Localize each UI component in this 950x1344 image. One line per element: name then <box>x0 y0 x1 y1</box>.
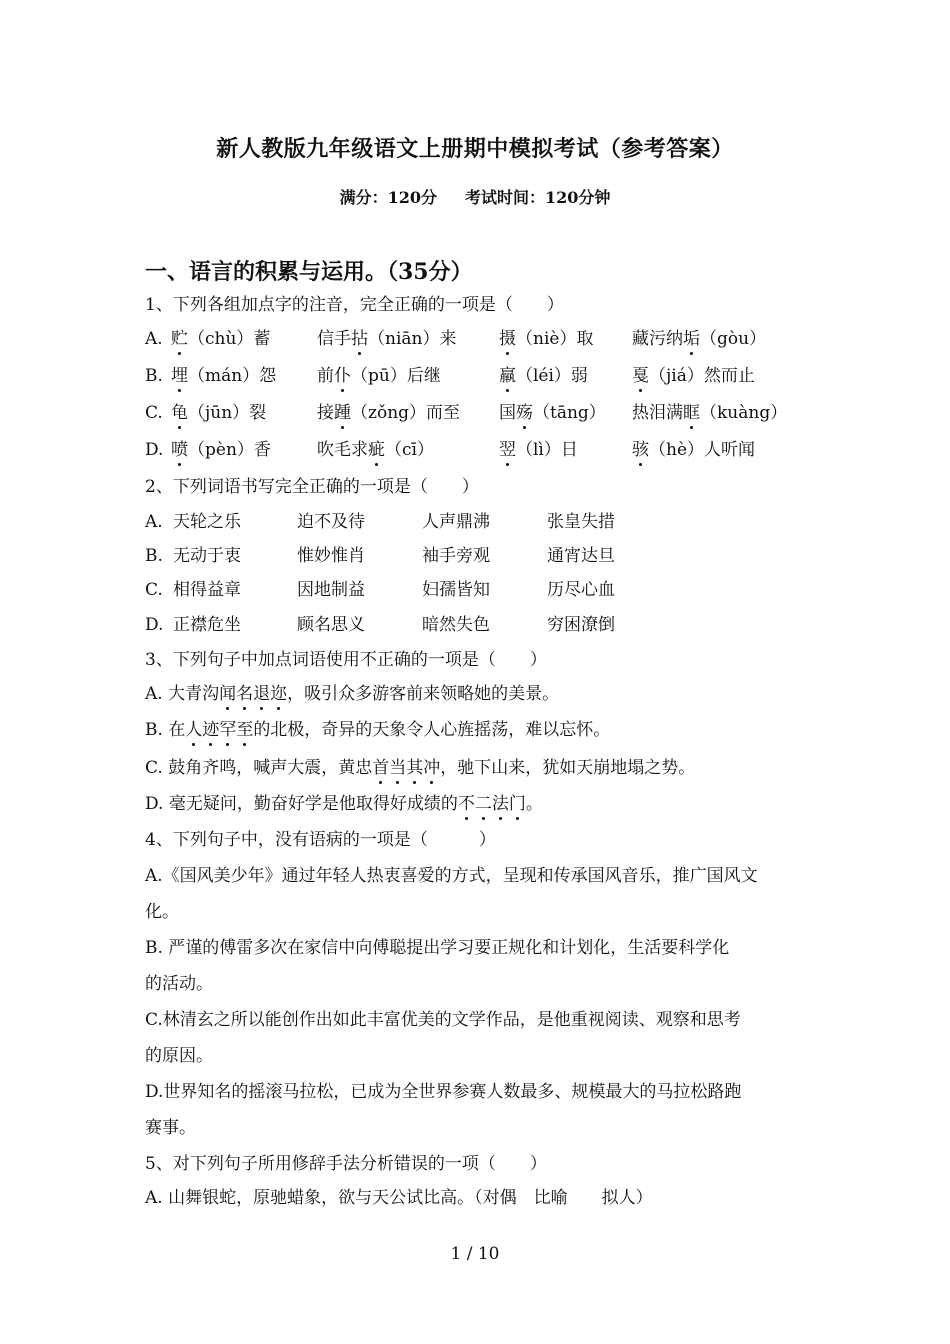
option-item <box>632 402 787 424</box>
option-word: 人声鼎沸 <box>422 512 490 532</box>
question-1-stem: 1、下列各组加点字的注音，完全正确的一项是（ ） <box>145 295 564 315</box>
option-label: A. <box>145 512 163 532</box>
dotted-char: 法 <box>491 794 509 814</box>
dotted-char: 踵 <box>334 403 351 423</box>
option-word: 顾名思义 <box>297 615 365 635</box>
question-5-stem: 5、对下列句子所用修辞手法分析错误的一项（ ） <box>145 1154 547 1174</box>
dotted-char: 至 <box>236 720 254 740</box>
option-word: 穷困潦倒 <box>547 615 615 635</box>
option-item <box>499 328 593 350</box>
item-pinyin: （zǒng）而至 <box>351 403 461 423</box>
item-prefix: 接 <box>317 403 334 423</box>
question-4-line: A.《国风美少年》通过年轻人热衷喜爱的方式，呈现和传承国风音乐，推广国风文 <box>145 866 758 886</box>
page-number: 1 / 10 <box>450 1244 500 1264</box>
option-item <box>632 328 766 350</box>
question-4-line: 赛事。 <box>145 1118 196 1138</box>
option-suffix: ，吸引众多游客前来领略她的美景。 <box>287 684 560 704</box>
item-pinyin: （jūn）裂 <box>188 403 267 423</box>
option-word: 通宵达旦 <box>547 546 615 566</box>
option-label: A. <box>145 684 169 704</box>
dotted-char: 名 <box>236 684 254 704</box>
dotted-char: 迹 <box>202 720 220 740</box>
item-pinyin: （chù）蓄 <box>188 329 271 349</box>
option-label: D. <box>145 440 164 460</box>
option-item <box>171 402 266 424</box>
item-prefix: 吹毛求 <box>317 440 368 460</box>
option-word: 无动于衷 <box>173 546 241 566</box>
option-item <box>317 402 460 424</box>
question-2-stem: 2、下列词语书写完全正确的一项是（ ） <box>145 477 479 497</box>
item-pinyin: （tāng） <box>533 403 606 423</box>
option-item <box>499 402 606 424</box>
question-3-option-a <box>145 683 559 705</box>
dotted-char: 龟 <box>171 403 188 423</box>
dotted-char: 退 <box>253 684 271 704</box>
option-word: 妇孺皆知 <box>422 580 490 600</box>
question-4-line: B. 严谨的傅雷多次在家信中向傅聪提出学习要正规化和计划化，生活要科学化 <box>145 938 730 958</box>
item-prefix: 国 <box>499 403 516 423</box>
item-prefix: 藏污纳 <box>632 329 683 349</box>
option-label: B. <box>145 720 169 740</box>
option-word: 天轮之乐 <box>173 512 241 532</box>
dotted-char: 其 <box>406 758 424 778</box>
dotted-char: 仆 <box>334 366 351 386</box>
dotted-char: 羸 <box>499 366 516 386</box>
dotted-char: 人 <box>185 720 203 740</box>
exam-info <box>0 185 950 208</box>
dotted-char: 拈 <box>351 329 368 349</box>
item-prefix: 信手 <box>317 329 351 349</box>
dotted-char: 垢 <box>683 329 700 349</box>
option-label: D. <box>145 615 164 635</box>
exam-time: 考试时间：120分钟 <box>465 188 611 207</box>
dotted-char: 喷 <box>171 440 188 460</box>
item-pinyin: （gòu） <box>700 329 767 349</box>
question-4-line: 的原因。 <box>145 1046 213 1066</box>
option-item <box>171 439 271 461</box>
option-suffix: ，驰下山来，犹如天崩地塌之势。 <box>440 758 696 778</box>
option-suffix: 。 <box>525 794 543 814</box>
option-prefix: 在 <box>168 720 186 740</box>
option-word: 因地制益 <box>297 580 365 600</box>
option-item <box>632 365 755 387</box>
option-label: D. <box>145 794 169 814</box>
dotted-char: 戛 <box>632 366 649 386</box>
option-item <box>632 439 755 461</box>
option-prefix: 大青沟 <box>168 684 220 704</box>
item-pinyin: （lì）日 <box>516 440 578 460</box>
item-pinyin: （pèn）香 <box>188 440 271 460</box>
option-word: 正襟危坐 <box>173 615 241 635</box>
dotted-char: 埋 <box>171 366 188 386</box>
question-5-option-a: A. 山舞银蛇，原驰蜡象，欲与天公试比高。（对偶 比喻 拟人） <box>145 1188 653 1208</box>
item-pinyin: （niè）取 <box>516 329 594 349</box>
dotted-char: 翌 <box>499 440 516 460</box>
question-4-line: 化。 <box>145 902 179 922</box>
option-word: 相得益章 <box>173 580 241 600</box>
option-item <box>171 328 270 350</box>
dotted-char: 闻 <box>219 684 237 704</box>
dotted-char: 殇 <box>516 403 533 423</box>
page-title: 新人教版九年级语文上册期中模拟考试（参考答案） <box>216 136 734 162</box>
dotted-char: 不 <box>457 794 475 814</box>
option-item <box>499 439 578 461</box>
item-pinyin: （mán）怨 <box>188 366 277 386</box>
dotted-char: 贮 <box>171 329 188 349</box>
item-pinyin: （cī） <box>385 440 434 460</box>
option-item <box>171 365 276 387</box>
question-3-option-b <box>145 719 610 741</box>
question-4-line: 的活动。 <box>145 974 213 994</box>
option-item <box>317 328 456 350</box>
dotted-char: 摄 <box>499 329 516 349</box>
option-prefix: 鼓角齐鸣，喊声大震，黄忠 <box>168 758 373 778</box>
option-suffix: 的北极，奇异的天象令人心旌摇荡，难以忘怀。 <box>253 720 611 740</box>
dotted-char: 门 <box>508 794 526 814</box>
item-prefix: 前 <box>317 366 334 386</box>
item-prefix: 热泪满 <box>632 403 683 423</box>
dotted-char: 疵 <box>368 440 385 460</box>
option-label: A. <box>145 329 163 349</box>
option-label: B. <box>145 546 163 566</box>
item-pinyin: （jiá）然而止 <box>649 366 755 386</box>
question-3-option-c <box>145 757 695 779</box>
option-label: C. <box>145 758 169 778</box>
option-word: 袖手旁观 <box>422 546 490 566</box>
dotted-char: 二 <box>474 794 492 814</box>
option-word: 历尽心血 <box>547 580 615 600</box>
dotted-char: 当 <box>389 758 407 778</box>
option-word: 惟妙惟肖 <box>297 546 365 566</box>
option-word: 张皇失措 <box>547 512 615 532</box>
question-3-option-d <box>145 793 543 815</box>
question-4-line: C.林清玄之所以能创作出如此丰富优美的文学作品，是他重视阅读、观察和思考 <box>145 1010 741 1030</box>
option-item <box>499 365 588 387</box>
option-prefix: 毫无疑问，勤奋好学是他取得好成绩的 <box>168 794 458 814</box>
option-label: C. <box>145 403 163 423</box>
dotted-char: 罕 <box>219 720 237 740</box>
item-pinyin: （léi）弱 <box>516 366 588 386</box>
option-word: 迫不及待 <box>297 512 365 532</box>
option-label: B. <box>145 366 163 386</box>
question-4-stem: 4、下列句子中，没有语病的一项是（ ） <box>145 830 496 850</box>
option-label: C. <box>145 580 163 600</box>
dotted-char: 迩 <box>270 684 288 704</box>
dotted-char: 冲 <box>423 758 441 778</box>
question-3-stem: 3、下列句子中加点词语使用不正确的一项是（ ） <box>145 650 547 670</box>
option-word: 暗然失色 <box>422 615 490 635</box>
dotted-char: 首 <box>372 758 390 778</box>
dotted-char: 眶 <box>683 403 700 423</box>
full-score: 满分：120分 <box>339 188 437 207</box>
item-pinyin: （hè）人听闻 <box>649 440 756 460</box>
item-pinyin: （kuàng） <box>700 403 788 423</box>
item-pinyin: （pū）后继 <box>351 366 441 386</box>
section-heading: 一、语言的积累与运用。（35分） <box>145 259 473 285</box>
item-pinyin: （niān）来 <box>368 329 457 349</box>
option-item <box>317 439 434 461</box>
option-item <box>317 365 441 387</box>
question-4-line: D.世界知名的摇滚马拉松，已成为全世界参赛人数最多、规模最大的马拉松路跑 <box>145 1082 742 1102</box>
dotted-char: 骇 <box>632 440 649 460</box>
